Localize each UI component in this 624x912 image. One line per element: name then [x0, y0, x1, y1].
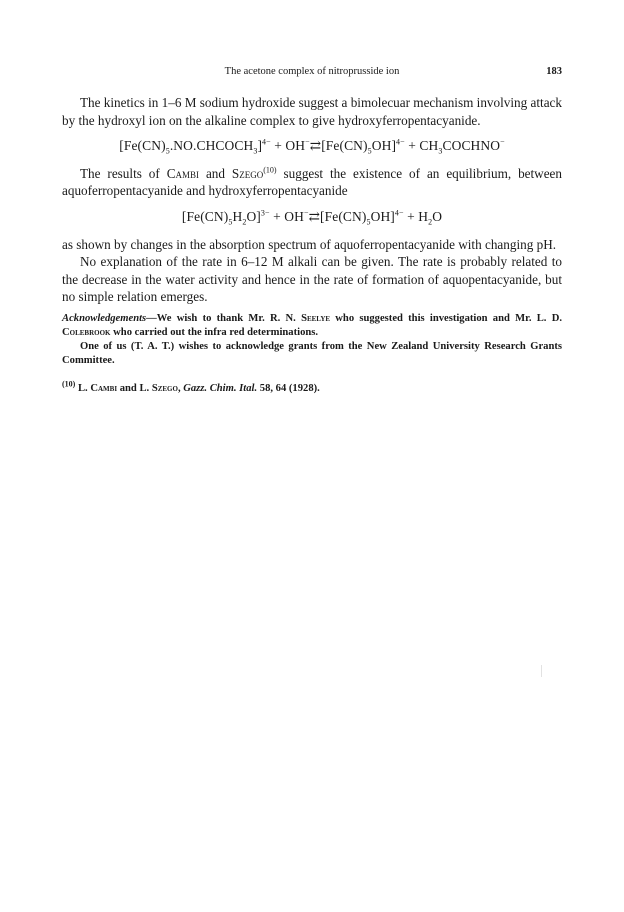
reference-10: $^{(10)}$ L. Cambi and L. Szego, Gazz. Chim. Ital. 58, 64 (1928).	[62, 379, 320, 394]
reference-number: (10)	[62, 379, 76, 389]
equation-2: $[Fe(CN)_5H_2O]^{3-}$ + $OH^-⇄[Fe(CN)_5OH]^{4-} + H_2O$	[181, 208, 443, 227]
journal-name: Gazz. Chim. Ital.	[183, 382, 258, 394]
page-mark	[541, 665, 542, 677]
acknowledgements-second: One of us (T. A. T.) wishes to acknowledge grants from the New Zealand University Research Grants Committee.	[62, 340, 562, 366]
acknowledgements	[62, 312, 562, 368]
paragraph-cambi-szego: The results of Cambi and Szego$^{(10)}$ suggest the existence of an equilibrium, between aquoferropentacyanide and hydroxyferropentacyanide	[62, 165, 563, 199]
equilibrium-arrow-icon: ⇄	[309, 138, 322, 154]
running-title: The acetone complex of nitroprusside ion	[224, 66, 400, 77]
paragraph-kinetics: The kinetics in 1–6 M sodium hydroxide suggest a bimolecuar mechanism involving attack by the hydroxyl ion on the alkaline complex to give hydroxyferropentacyanide.	[62, 95, 562, 128]
acknowledgements-first: Acknowledgements—We wish to thank Mr. R. N. Seelye who suggested this investigation and Mr. L. D. Colebrook who carried out the infra red determinations.	[62, 312, 562, 338]
paragraph-absorption: as shown by changes in the absorption spectrum of aquoferropentacyanide with changing pH.	[62, 236, 557, 252]
acknowledgements-heading: Acknowledgements	[62, 312, 147, 324]
running-head	[62, 66, 562, 77]
paragraph-rate: No explanation of the rate in 6–12 M alkali can be given. The rate is probably related to the decrease in the water activity and hence in the rate of formation of aquopentacyanide, but no simple relation emerges.	[62, 254, 562, 305]
equation-1: $[Fe(CN)_5.NO.CHCOCH_3]^{4-}$ + $OH^-⇄[Fe(CN)_5OH]^{4-}$ + $CH_3COCHNO^-$	[119, 137, 505, 156]
page-number: 183	[546, 66, 562, 77]
author-szego: Szego	[231, 165, 264, 181]
author-cambi: Cambi	[166, 165, 200, 181]
article-body	[62, 94, 562, 396]
equilibrium-arrow-icon: ⇄	[308, 208, 321, 224]
reference-marker: (10)	[263, 165, 277, 175]
